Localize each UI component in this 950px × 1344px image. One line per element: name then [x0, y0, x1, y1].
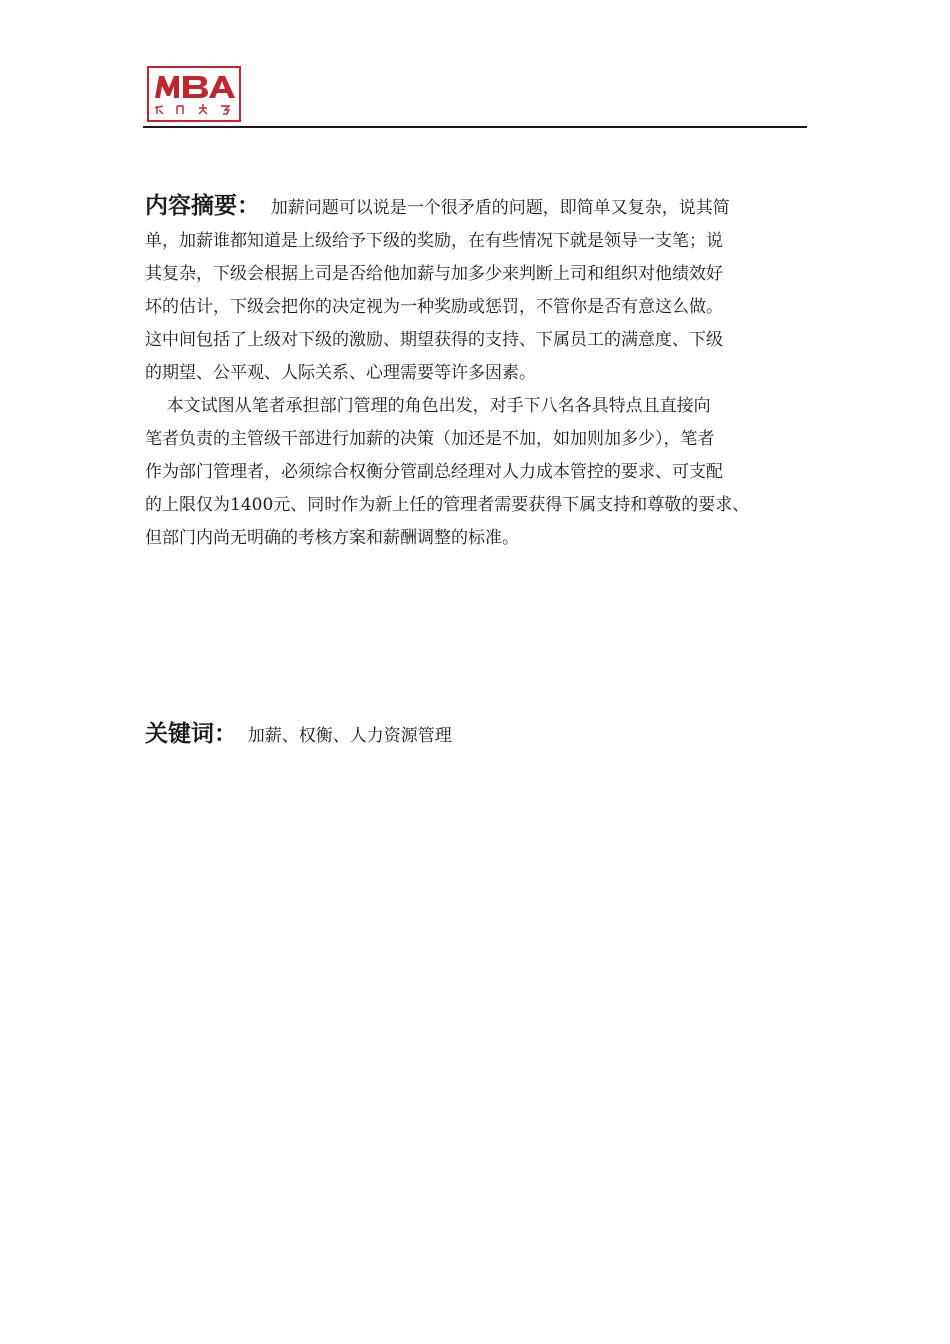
- abstract-line: 其复杂，下级会根据上司是否给他加薪与加多少来判断上司和组织对他绩效好: [145, 264, 723, 284]
- keywords-heading: 关键词：: [145, 721, 237, 747]
- abstract-first-line: [145, 190, 825, 225]
- abstract-heading: 内容摘要：: [145, 193, 260, 219]
- abstract-line: 笔者负责的主管级干部进行加薪的决策（加还是不加，如加则加多少），笔者: [145, 429, 715, 449]
- mba-logo: [147, 66, 241, 122]
- abstract-line: 单，加薪谁都知道是上级给予下级的奖励，在有些情况下就是领导一支笔；说: [145, 231, 723, 251]
- keywords-text: 加薪、权衡、人力资源管理: [237, 726, 452, 746]
- abstract-section: [145, 190, 825, 555]
- abstract-line: 这中间包括了上级对下级的激励、期望获得的支持、下属员工的满意度、下级: [145, 330, 723, 350]
- abstract-line: 但部门内尚无明确的考核方案和薪酬调整的标准。: [145, 528, 519, 548]
- abstract-lead-text: 加薪问题可以说是一个很矛盾的问题，即简单又复杂，说其简: [260, 198, 730, 218]
- mba-logo-icon: [149, 68, 239, 120]
- abstract-line: 本文试图从笔者承担部门管理的角色出发，对手下八名各具特点且直接向: [145, 396, 711, 416]
- abstract-line: 的上限仅为1400元、同时作为新上任的管理者需要获得下属支持和尊敬的要求、: [145, 495, 750, 515]
- abstract-line: 作为部门管理者，必须综合权衡分管副总经理对人力成本管控的要求、可支配: [145, 462, 723, 482]
- abstract-line: 的期望、公平观、人际关系、心理需要等许多因素。: [145, 363, 536, 383]
- abstract-line: 坏的估计，下级会把你的决定视为一种奖励或惩罚，不管你是否有意这么做。: [145, 297, 723, 317]
- header-divider: [143, 126, 807, 128]
- keywords-section: [145, 718, 452, 753]
